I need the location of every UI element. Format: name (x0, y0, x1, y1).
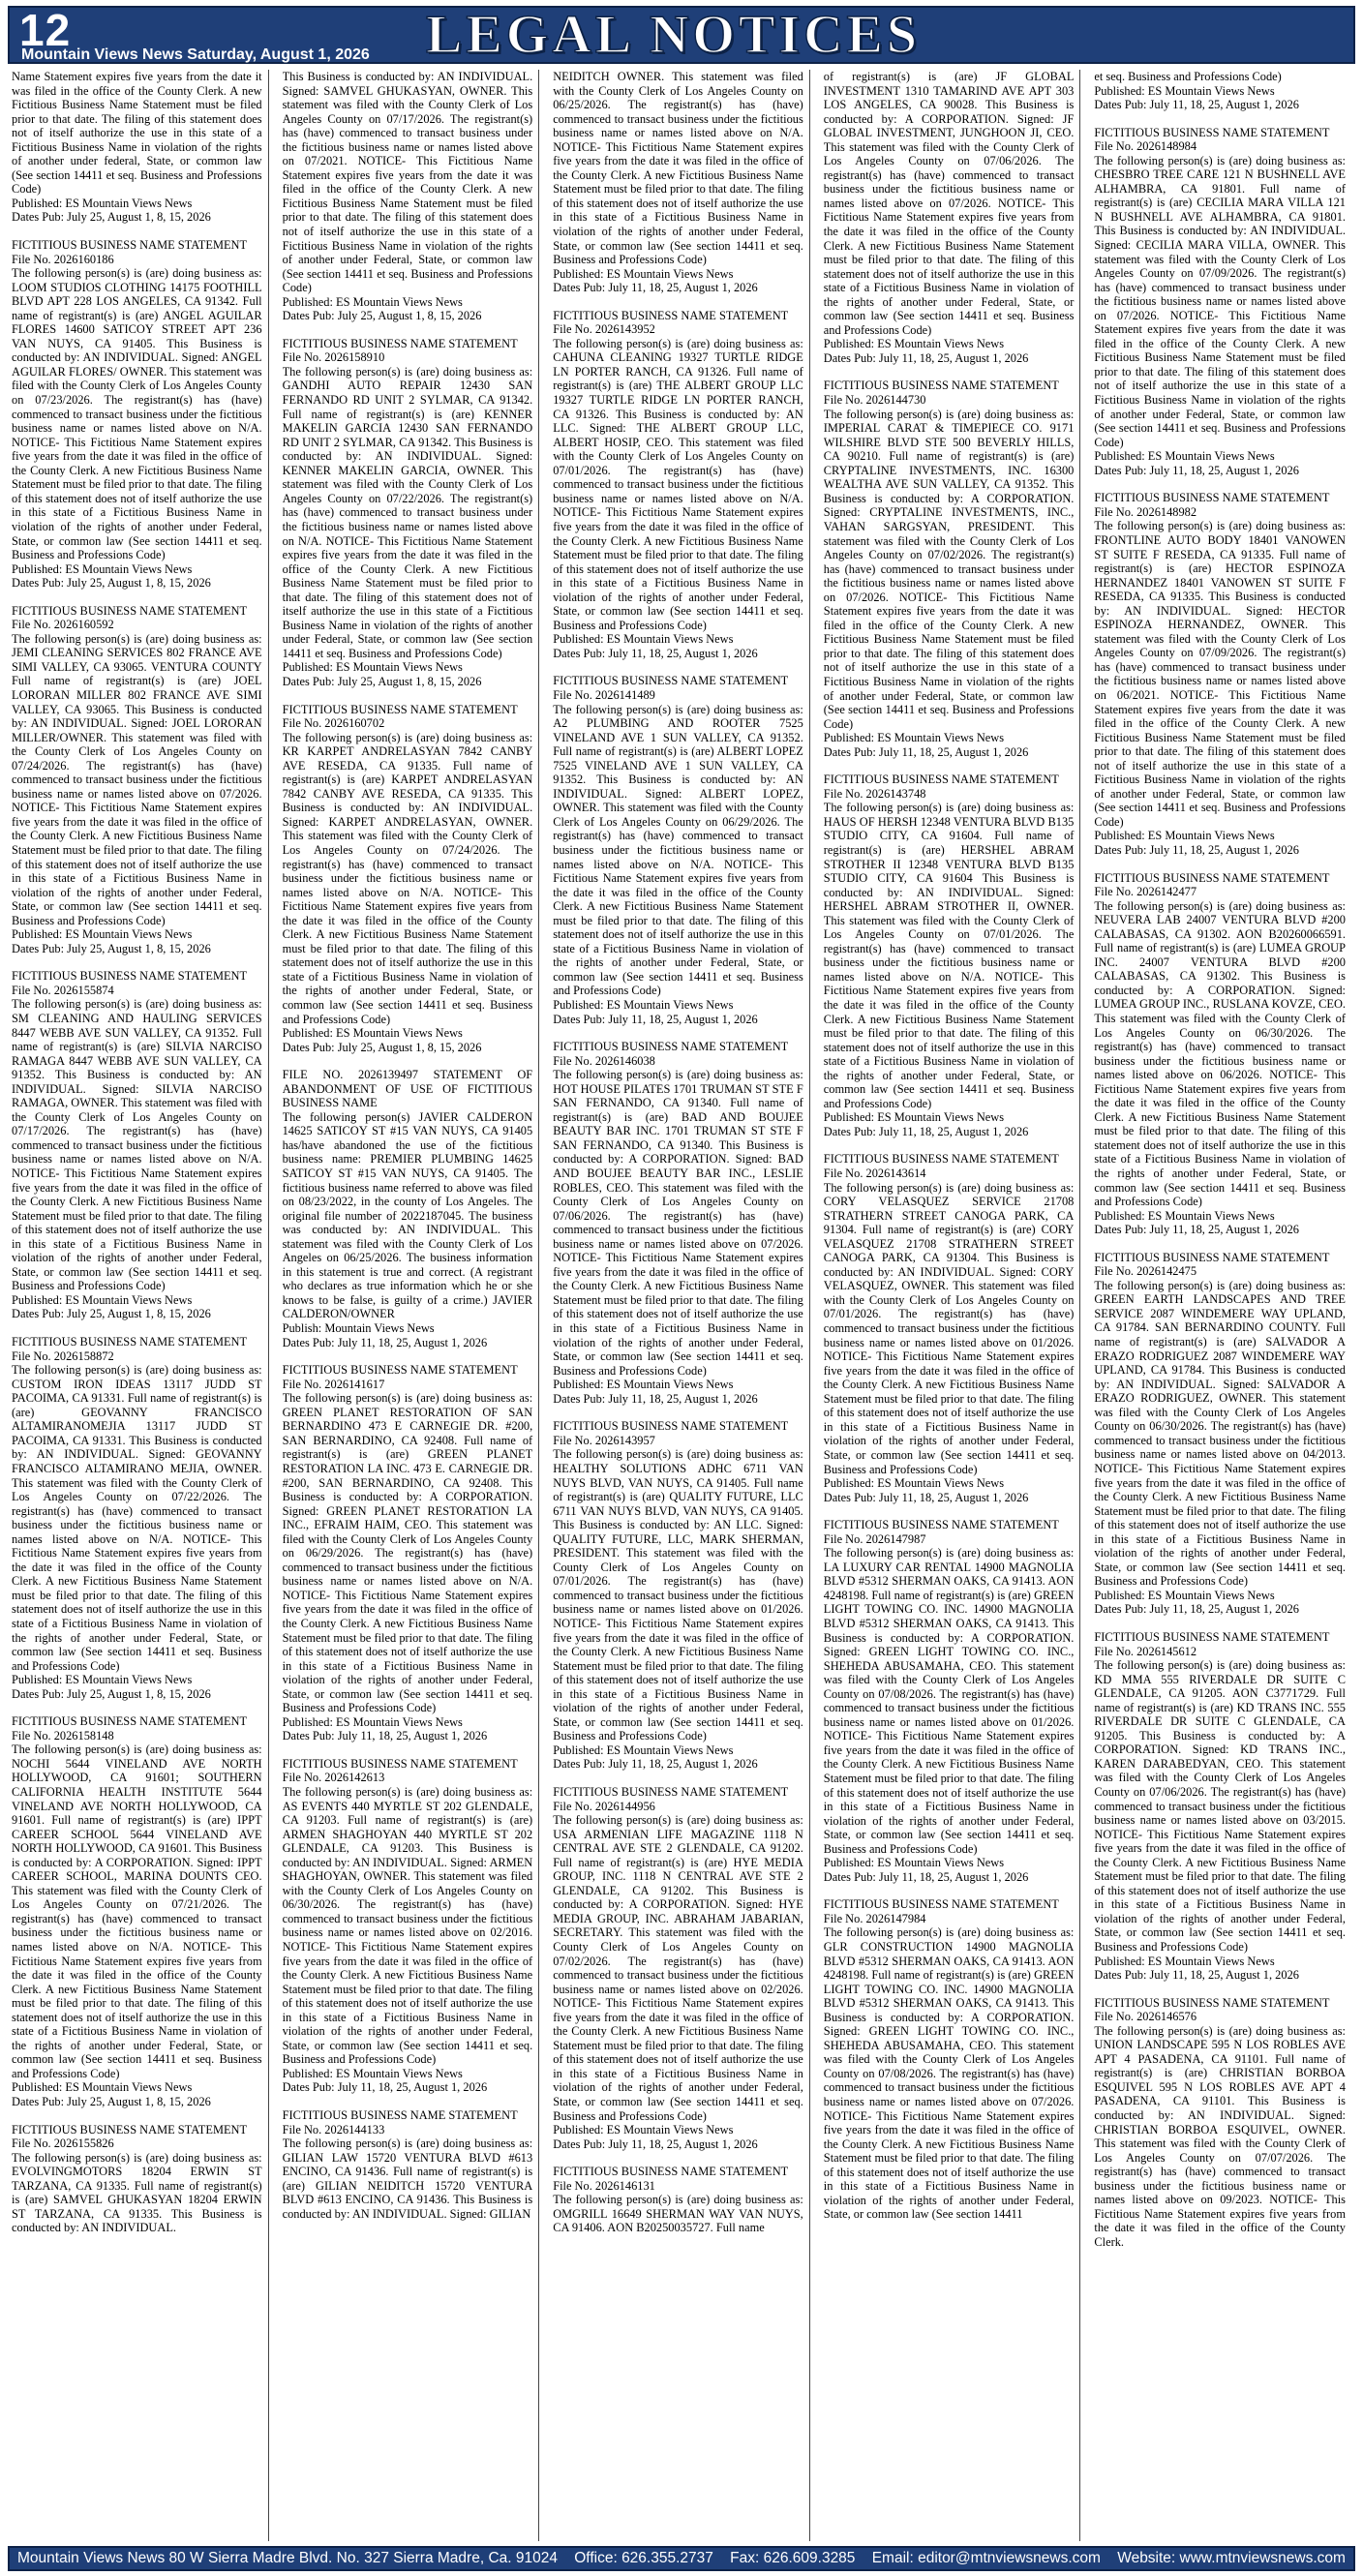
notice-heading: FICTITIOUS BUSINESS NAME STATEMENT (282, 1756, 518, 1771)
legal-notice (1094, 1251, 1346, 1617)
notice-body: The following person(s) is (are) doing business as: HOT HOUSE PILATES 1701 TRUMAN ST STE F SAN FERNANDO, CA 91340. Full name of registrant(s) is (are) BAD AND BOUJEE BEAUTY BAR INC. 1701 TRUMAN ST STE F SAN FERNANDO, CA 91340. This Business is conducted by: A CORPORATION. Signed: BAD AND BOUJEE BEAUTY BAR INC., LESLIE ROBLES, CEO. This statement was filed with the County Clerk of Los Angeles County on 07/06/2026. The registrant(s) has (have) commenced to transact business under the fictitious business name or names listed above on 07/2026. NOTICE- This Fictitious Name Statement expires five years from the date it was filed in the office of the County Clerk. A new Fictitious Business Name Statement must be filed prior to that date. The filing of this statement does not of itself authorize the use in this state of a Fictitious Business Name in violation of the rights of another under Federal, State, or common law (See section 14411 et seq. Business and Professions Code) (553, 1068, 803, 1378)
notice-file-number: File No. 2026142477 (1094, 885, 1197, 899)
legal-notice (824, 773, 1075, 1138)
notice-dates: Dates Pub: July 25, August 1, 8, 15, 2026 (12, 210, 211, 225)
notice-dates: Dates Pub: July 11, 18, 25, August 1, 2026 (282, 2080, 488, 2095)
notice-publication: Publish: Mountain Views News (282, 1321, 435, 1336)
notice-heading: FICTITIOUS BUSINESS NAME STATEMENT (823, 773, 1059, 787)
notice-file-number: File No. 2026143957 (553, 1433, 655, 1447)
notice-dates: Dates Pub: July 25, August 1, 8, 15, 2026 (282, 309, 482, 323)
legal-notice (12, 1335, 262, 1701)
notice-heading: FICTITIOUS BUSINESS NAME STATEMENT (12, 603, 248, 618)
notice-file-number: File No. 2026147984 (823, 1911, 926, 1925)
legal-notice (824, 1152, 1075, 1504)
legal-notice (1094, 1996, 1346, 2250)
notice-file-number: File No. 2026143952 (553, 322, 655, 337)
notice-dates: Dates Pub: July 11, 18, 25, August 1, 2026 (553, 2137, 758, 2151)
legal-notice (824, 70, 1075, 365)
notice-publication: Published: ES Mountain Views News (282, 294, 463, 309)
notice-heading: FICTITIOUS BUSINESS NAME STATEMENT (12, 2122, 248, 2137)
notice-publication: Published: ES Mountain Views News (553, 632, 734, 647)
notice-heading: FICTITIOUS BUSINESS NAME STATEMENT (282, 702, 518, 716)
legal-notice (283, 703, 533, 1055)
legal-notice (553, 2165, 803, 2235)
notice-dates: Dates Pub: July 11, 18, 25, August 1, 2026 (282, 1335, 488, 1349)
legal-notice (283, 1757, 533, 2095)
notice-body: The following person(s) is (are) doing business as: UNION LANDSCAPE 595 N LOS ROBLES AVE APT 4 PASADENA, CA 91101. Full name of registrant(s) is (are) CHRISTIAN BORBOA ESQUIVEL 595 N LOS ROBLES AVE APT 4 PASADENA, CA 91101. This Business is conducted by: AN INDIVIDUAL. Signed: CHRISTIAN BORBOA ESQUIVEL, OWNER. This statement was filed with the County Clerk of Los Angeles County on 07/07/2026. The registrant(s) has (have) commenced to transact business under the fictitious business name or names listed above on 09/2023. NOTICE- This Fictitious Name Statement expires five years from the date it was filed in the office of the County Clerk. (1094, 2023, 1346, 2249)
notice-dates: Dates Pub: July 25, August 1, 8, 15, 2026 (12, 1686, 211, 1701)
notice-body: The following person(s) is (are) doing business as: LA LUXURY CAR RENTAL 14900 MAGNOLIA BLVD #5312 SHERMAN OAKS, CA 91413. AON 4248198. Full name of registrant(s) is (are) GREEN LIGHT TOWING CO. INC. 14900 MAGNOLIA BLVD #5312 SHERMAN OAKS, CA 91413. This Business is conducted by: A CORPORATION. Signed: GREEN LIGHT TOWING CO. INC., SHEHEDA ABUSAMAHA, CEO. This statement was filed with the County Clerk of Los Angeles County on 07/08/2026. The registrant(s) has (have) commenced to transact business under the fictitious business name or names listed above on 01/2026. NOTICE- This Fictitious Name Statement expires five years from the date it was filed in the office of the County Clerk. A new Fictitious Business Name Statement must be filed prior to that date. The filing of this statement does not of itself authorize the use in this state of a Fictitious Business Name in violation of the rights of another under Federal, State, or common law (See section 14411 et seq. Business and Professions Code) (823, 1546, 1075, 1856)
notice-publication: Published: ES Mountain Views News (1094, 1588, 1275, 1602)
legal-notice (283, 70, 533, 323)
notice-dates: Dates Pub: July 25, August 1, 8, 15, 2026 (282, 1040, 482, 1054)
legal-notice (283, 2108, 533, 2221)
notice-dates: Dates Pub: July 11, 18, 25, August 1, 2026 (553, 1391, 758, 1406)
notice-publication: Published: ES Mountain Views News (12, 1292, 193, 1307)
notice-file-number: File No. 2026160702 (282, 716, 385, 731)
legal-notice (1094, 491, 1346, 857)
legal-notice (12, 2123, 262, 2235)
notice-file-number: File No. 2026142475 (1094, 1264, 1197, 1279)
notice-dates: Dates Pub: July 11, 18, 25, August 1, 2026 (553, 646, 758, 660)
notice-body: The following person(s) is (are) doing business as: USA ARMENIAN LIFE MAGAZINE 1118 N CENTRAL AVE STE 2 GLENDALE, CA 91202. Full name of registrant(s) is (are) HYE MEDIA GROUP, INC. 1118 N CENTRAL AVE STE 2 GLENDALE, CA 91202. This Business is conducted by: A CORPORATION. Signed: HYE MEDIA GROUP, INC. ABRAHAM JABARIAN, SECRETARY. This statement was filed with the County Clerk of Los Angeles County on 07/02/2026. The registrant(s) has (have) commenced to transact business under the fictitious business name or names listed above on 02/2026. NOTICE- This Fictitious Name Statement expires five years from the date it was filed in the office of the County Clerk. A new Fictitious Business Name Statement must be filed prior to that date. The filing of this statement does not of itself authorize the use in this state of a Fictitious Business Name in violation of the rights of another under Federal, State, or common law (See section 14411 et seq. Business and Professions Code) (553, 1813, 803, 2123)
notice-body: The following person(s) is (are) doing business as: JEMI CLEANING SERVICES 802 FRANCE AVE SIMI VALLEY, CA 93065. VENTURA COUNTY Full name of registrant(s) is (are) JOEL LORORAN MILLER 802 FRANCE AVE SIMI VALLEY, CA 93065. This Business is conducted by: AN INDIVIDUAL. Signed: JOEL LORORAN MILLER/OWNER. This statement was filed with the County Clerk of Los Angeles County on 07/24/2026. The registrant(s) has (have) commenced to transact business under the fictitious business name or names listed above on 07/2026. NOTICE- This Fictitious Name Statement expires five years from the date it was filed in the office of the County Clerk. A new Fictitious Business Name Statement must be filed prior to that date. The filing of this statement does not of itself authorize the use in this state of a Fictitious Business Name in violation of the rights of another under Federal, State, or common law (See section 14411 et seq. Business and Professions Code) (12, 631, 262, 927)
legal-notice (1094, 126, 1346, 478)
notice-file-number: File No. 2026141617 (282, 1377, 385, 1391)
notice-publication: Published: ES Mountain Views News (282, 1714, 463, 1729)
notice-body: The following person(s) is (are) doing business as: GANDHI AUTO REPAIR 12430 SAN FERNANDO RD UNIT 2 SYLMAR, CA 91342. Full name of registrant(s) is (are) KENNER MAKELIN GARCIA 12430 SAN FERNANDO RD UNIT 2 SYLMAR, CA 91342. This Business is conducted by: AN INDIVIDUAL. Signed: KENNER MAKELIN GARCIA, OWNER. This statement was filed with the County Clerk of Los Angeles County on 07/22/2026. The registrant(s) has (have) commenced to transact business under the fictitious business name or names listed above on N/A. NOTICE- This Fictitious Name Statement expires five years from the date it was filed in the office of the County Clerk. A new Fictitious Business Name Statement must be filed prior to that date. The filing of this statement does not of itself authorize the use in this state of a Fictitious Business Name in violation of the rights of another under Federal, State, or common law (See section 14411 et seq. Business and Professions Code) (282, 364, 533, 660)
notice-dates: Dates Pub: July 25, August 1, 8, 15, 2026 (12, 576, 211, 591)
footer-office-phone: Office: 626.355.2737 (574, 2550, 713, 2566)
notice-columns (12, 70, 1351, 2541)
masthead (8, 6, 1355, 64)
page-number: 12 (19, 5, 72, 55)
notice-publication: Published: ES Mountain Views News (282, 2066, 463, 2080)
notice-dates: Dates Pub: July 11, 18, 25, August 1, 2026 (823, 350, 1029, 365)
legal-notice (553, 674, 803, 1026)
notice-dates: Dates Pub: July 11, 18, 25, August 1, 2026 (1094, 463, 1299, 477)
footer-email: Email: editor@mtnviewsnews.com (871, 2550, 1101, 2566)
notice-heading: FICTITIOUS BUSINESS NAME STATEMENT (553, 1040, 789, 1054)
notice-body: of registrant(s) is (are) JF GLOBAL INVESTMENT 1310 TAMARIND AVE APT 303 LOS ANGELES, CA 90028. This Business is conducted by: A CORPORATION. Signed: JF GLOBAL INVESTMENT, JUNGHOON JI, CEO. This statement was filed with the County Clerk of Los Angeles County on 07/06/2026. The registrant(s) has (have) commenced to transact business under the fictitious business name or names listed above on 07/2026. NOTICE- This Fictitious Name Statement expires five years from the date it was filed in the office of the County Clerk. A new Fictitious Business Name Statement must be filed prior to that date. The filing of this statement does not of itself authorize the use in this state of a Fictitious Business Name in violation of the rights of another under Federal, State, or common law (See section 14411 et seq. Business and Professions Code) (823, 70, 1075, 337)
footer-fax: Fax: 626.609.3285 (730, 2550, 856, 2566)
notice-body: The following person(s) is (are) doing business as: AS EVENTS 440 MYRTLE ST 202 GLENDALE, CA 91203. Full name of registrant(s) is (are) ARMEN SHAGHOYAN 440 MYRTLE ST 202 GLENDALE, CA 91203. This Business is conducted by: AN INDIVIDUAL. Signed: ARMEN SHAGHOYAN, OWNER. This statement was filed with the County Clerk of Los Angeles County on 06/30/2026. The registrant(s) has (have) commenced to transact business under the fictitious business name or names listed above on 02/2016. NOTICE- This Fictitious Name Statement expires five years from the date it was filed in the office of the County Clerk. A new Fictitious Business Name Statement must be filed prior to that date. The filing of this statement does not of itself authorize the use in this state of a Fictitious Business Name in violation of the rights of another under Federal, State, or common law (See section 14411 et seq. Business and Professions Code) (282, 1784, 533, 2067)
notice-file-number: File No. 2026158148 (12, 1728, 114, 1743)
notice-file-number: File No. 2026141489 (553, 687, 655, 702)
notice-column (824, 70, 1081, 2541)
notice-dates: Dates Pub: July 11, 18, 25, August 1, 2026 (282, 1729, 488, 1743)
legal-notice (1094, 1630, 1346, 1983)
notice-body: The following person(s) is (are) doing business as: A2 PLUMBING AND ROOTER 7525 VINELAND AVE 1 SUN VALLEY, CA 91352. Full name of registrant(s) is (are) ALBERT LOPEZ 7525 VINELAND AVE 1 SUN VALLEY, CA 91352. This Business is conducted by: AN INDIVIDUAL. Signed: ALBERT LOPEZ, OWNER. This statement was filed with the County Clerk of Los Angeles County on 06/29/2026. The registrant(s) has (have) commenced to transact business under the fictitious business name or names listed above on N/A. NOTICE- This Fictitious Name Statement expires five years from the date it was filed in the office of the County Clerk. A new Fictitious Business Name Statement must be filed prior to that date. The filing of this statement does not of itself authorize the use in this state of a Fictitious Business Name in violation of the rights of another under Federal, State, or common law (See section 14411 et seq. Business and Professions Code) (553, 702, 803, 998)
notice-heading: FICTITIOUS BUSINESS NAME STATEMENT (1094, 1629, 1330, 1644)
notice-file-number: File No. 2026147987 (823, 1531, 926, 1546)
notice-heading: FICTITIOUS BUSINESS NAME STATEMENT (12, 1714, 248, 1729)
notice-file-number: File No. 2026160186 (12, 252, 114, 266)
legal-notice (283, 1363, 533, 1743)
notice-heading: FICTITIOUS BUSINESS NAME STATEMENT (823, 1152, 1059, 1167)
notice-publication: Published: ES Mountain Views News (553, 998, 734, 1012)
notice-body: The following person(s) is (are) doing business as: NOCHI 5644 VINELAND AVE NORTH HOLLYWOOD, CA 91601; SOUTHERN CALIFORNIA HEALTH INSTITUTE 5644 VINELAND AVE NORTH HOLLYWOOD, CA 91601. Full name of registrant(s) is (are) IPPT CAREER SCHOOL 5644 VINELAND AVE NORTH HOLLYWOOD, CA 91601. This Business is conducted by: A CORPORATION. Signed: IPPT CAREER SCHOOL, MARINA DOUNTS CEO. This statement was filed with the County Clerk of Los Angeles County on 07/21/2026. The registrant(s) has (have) commenced to transact business under the fictitious business name or names listed above on N/A. NOTICE- This Fictitious Name Statement expires five years from the date it was filed in the office of the County Clerk. A new Fictitious Business Name Statement must be filed prior to that date. The filing of this statement does not of itself authorize the use in this state of a Fictitious Business Name in violation of the rights of another under Federal, State, or common law (See section 14411 et seq. Business and Professions Code) (12, 1743, 262, 2080)
notice-file-number: File No. 2026144730 (823, 393, 926, 408)
notice-heading: FICTITIOUS BUSINESS NAME STATEMENT (1094, 125, 1330, 139)
notice-dates: Dates Pub: July 11, 18, 25, August 1, 2026 (1094, 98, 1299, 112)
legal-notice (553, 1040, 803, 1406)
notice-file-number: File No. 2026146131 (553, 2178, 655, 2193)
notice-publication: Published: ES Mountain Views News (823, 1856, 1005, 1870)
notice-publication: Published: ES Mountain Views News (282, 1026, 463, 1041)
notice-dates: Dates Pub: July 25, August 1, 8, 15, 2026 (12, 2095, 211, 2109)
notice-heading: FICTITIOUS BUSINESS NAME STATEMENT (553, 308, 789, 322)
legal-notice (12, 604, 262, 956)
notice-publication: Published: ES Mountain Views News (282, 660, 463, 675)
notice-file-number: File No. 2026158910 (282, 350, 385, 365)
notice-body: The following person(s) is (are) doing business as: CHESBRO TREE CARE 121 N BUSHNELL AVE ALHAMBRA, CA 91801. Full name of registrant(s) is (are) CECILIA MARA VILLA 121 N BUSHNELL AVE ALHAMBRA, CA 91801. This Business is conducted by: AN INDIVIDUAL. Signed: CECILIA MARA VILLA, OWNER. This statement was filed with the County Clerk of Los Angeles County on 07/09/2026. The registrant(s) has (have) commenced to transact business under the fictitious business name or names listed above on 07/2026. NOTICE- This Fictitious Name Statement expires five years from the date it was filed in the office of the County Clerk. A new Fictitious Business Name Statement must be filed prior to that date. The filing of this statement does not of itself authorize the use in this state of a Fictitious Business Name in violation of the rights of another under Federal, State, or common law (See section 14411 et seq. Business and Professions Code) (1094, 153, 1346, 449)
notice-body: The following person(s) is (are) doing business as: LOOM STUDIOS CLOTHING 14175 FOOTHILL BLVD APT 228 LOS ANGELES, CA 91342. Full name of registrant(s) is (are) ANGEL AGUILAR FLORES 14600 SATICOY STREET APT 236 VAN NUYS, CA 91405. This Business is conducted by: AN INDIVIDUAL. Signed: ANGEL AGUILAR FLORES/ OWNER. This statement was filed with the County Clerk of Los Angeles County on 07/23/2026. The registrant(s) has (have) commenced to transact business under the fictitious business name or names listed above on N/A. NOTICE- This Fictitious Name Statement expires five years from the date it was filed in the office of the County Clerk. A new Fictitious Business Name Statement must be filed prior to that date. The filing of this statement does not of itself authorize the use in this state of a Fictitious Business Name in violation of the rights of another under Federal, State, or common law (See section 14411 et seq. Business and Professions Code) (12, 266, 262, 562)
notice-publication: Published: ES Mountain Views News (1094, 1208, 1275, 1223)
notice-publication: Published: ES Mountain Views News (12, 196, 193, 210)
notice-file-number: File No. 2026148984 (1094, 139, 1197, 154)
notice-dates: Dates Pub: July 11, 18, 25, August 1, 2026 (823, 1490, 1029, 1504)
notice-column (553, 70, 810, 2541)
legal-notice (553, 309, 803, 661)
legal-notice (283, 337, 533, 689)
notice-body: The following person(s) is (are) doing business as: NEUVERA LAB 24007 VENTURA BLVD #200 CALABASAS, CA 91302. AON B20260066591. Full name of registrant(s) is (are) LUMEA GROUP INC. 24007 VENTURA BLVD #200 CALABASAS, CA 91302. This Business is conducted by: A CORPORATION. Signed: LUMEA GROUP INC., RUSLANA KOVZE, CEO. This statement was filed with the County Clerk of Los Angeles County on 06/30/2026. The registrant(s) has (have) commenced to transact business under the fictitious business name or names listed above on 06/2026. NOTICE- This Fictitious Name Statement expires five years from the date it was filed in the office of the County Clerk. A new Fictitious Business Name Statement must be filed prior to that date. The filing of this statement does not of itself authorize the use in this state of a Fictitious Business Name in violation of the rights of another under Federal, State, or common law (See section 14411 et seq. Business and Professions Code) (1094, 898, 1346, 1209)
paper-date-line: Mountain Views News Saturday, August 1, 2026 (21, 46, 370, 63)
notice-heading: FICTITIOUS BUSINESS NAME STATEMENT (823, 1518, 1059, 1532)
notice-body: The following person(s) is (are) doing business as: HAUS OF HERSH 12348 VENTURA BLVD B135 STUDIO CITY, CA 91604. Full name of registrant(s) is (are) HERSHEL ABRAM STROTHER II 12348 VENTURA BLVD B135 STUDIO CITY, CA 91604 This Business is conducted by: AN INDIVIDUAL. Signed: HERSHEL ABRAM STROTHER II, OWNER. This statement was filed with the County Clerk of Los Angeles County on 07/01/2026. The registrant(s) has (have) commenced to transact business under the fictitious business name or names listed above on N/A. NOTICE- This Fictitious Name Statement expires five years from the date it was filed in the office of the County Clerk. A new Fictitious Business Name Statement must be filed prior to that date. The filing of this statement does not of itself authorize the use in this state of a Fictitious Business Name in violation of the rights of another under Federal, State, or common law (See section 14411 et seq. Business and Professions Code) (823, 801, 1075, 1110)
notice-column (12, 70, 269, 2541)
notice-publication: Published: ES Mountain Views News (553, 2123, 734, 2137)
notice-publication: Published: ES Mountain Views News (823, 337, 1005, 351)
legal-notice (1094, 70, 1346, 112)
legal-notice (12, 969, 262, 1321)
notice-file-number: File No. 2026143748 (823, 786, 926, 801)
notice-publication: Published: ES Mountain Views News (553, 1743, 734, 1757)
notice-dates: Dates Pub: July 11, 18, 25, August 1, 2026 (553, 1012, 758, 1026)
notice-publication: Published: ES Mountain Views News (12, 1673, 193, 1687)
legal-notice (12, 1714, 262, 2108)
notice-dates: Dates Pub: July 25, August 1, 8, 15, 2026 (12, 941, 211, 955)
section-banner: LEGAL NOTICES (426, 5, 922, 65)
notice-heading: FICTITIOUS BUSINESS NAME STATEMENT (12, 969, 248, 984)
notice-file-number: File No. 2026145612 (1094, 1644, 1197, 1658)
notice-dates: Dates Pub: July 11, 18, 25, August 1, 2026 (1094, 842, 1299, 857)
notice-heading: FICTITIOUS BUSINESS NAME STATEMENT (823, 379, 1059, 393)
notice-publication: Published: ES Mountain Views News (823, 1476, 1005, 1491)
footer-address: Mountain Views News 80 W Sierra Madre Blvd. No. 327 Sierra Madre, Ca. 91024 (17, 2550, 558, 2566)
notice-file-number: File No. 2026144133 (282, 2122, 385, 2137)
notice-file-number: File No. 2026146576 (1094, 2010, 1197, 2024)
notice-file-number: File No. 2026148982 (1094, 504, 1197, 519)
notice-heading: FICTITIOUS BUSINESS NAME STATEMENT (12, 1335, 248, 1349)
notice-dates: Dates Pub: July 11, 18, 25, August 1, 2026 (823, 744, 1029, 759)
footer-bar (8, 2546, 1355, 2571)
notice-heading: FICTITIOUS BUSINESS NAME STATEMENT (553, 2165, 789, 2179)
notice-body: The following person(s) is (are) doing business as: KD MMA 555 RIVERDALE DR SUITE C GLENDALE, CA 91205. AON C3771729. Full name of registrant(s) is (are) KD TRANS INC. 555 RIVERDALE DR SUITE C GLENDALE, CA 91205. This Business is conducted by: A CORPORATION. Signed: KD TRANS INC., KAREN DARABEDYAN, CEO. This statement was filed with the County Clerk of Los Angeles County on 07/06/2026. The registrant(s) has (have) commenced to transact business under the fictitious business name or names listed above on 03/2015. NOTICE- This Fictitious Name Statement expires five years from the date it was filed in the office of the County Clerk. A new Fictitious Business Name Statement must be filed prior to that date. The filing of this statement does not of itself authorize the use in this state of a Fictitious Business Name in violation of the rights of another under Federal, State, or common law (See section 14411 et seq. Business and Professions Code) (1094, 1658, 1346, 1954)
notice-dates: Dates Pub: July 11, 18, 25, August 1, 2026 (553, 281, 758, 295)
notice-dates: Dates Pub: July 11, 18, 25, August 1, 2026 (1094, 1223, 1299, 1237)
notice-body: The following person(s) is (are) doing business as: EVOLVINGMOTORS 18204 ERWIN ST TARZANA, CA 91335. Full name of registrant(s) is (are) SAMVEL GHUKASYAN 18204 ERWIN ST TARZANA, CA 91335. This Business is conducted by: AN INDIVIDUAL. (12, 2150, 262, 2235)
legal-notice (12, 238, 262, 591)
notice-heading: FICTITIOUS BUSINESS NAME STATEMENT (1094, 1995, 1330, 2010)
legal-notice (1094, 871, 1346, 1237)
legal-notice (824, 379, 1075, 759)
notice-file-number: File No. 2026158872 (12, 1349, 114, 1363)
legal-notice (824, 1518, 1075, 1884)
legal-notice (12, 70, 262, 225)
notice-file-number: File No. 2026155874 (12, 983, 114, 997)
notice-body: The following person(s) is (are) doing business as: KR KARPET ANDRELASYAN 7842 CANBY AVE RESEDA, CA 91335. Full name of registrant(s) is (are) KARPET ANDRELASYAN 7842 CANBY AVE RESEDA, CA 91335. This Business is conducted by: AN INDIVIDUAL. Signed: KARPET ANDRELASYAN, OWNER. This statement was filed with the County Clerk of Los Angeles County on 07/24/2026. The registrant(s) has (have) commenced to transact business under the fictitious business name or names listed above on N/A. NOTICE- This Fictitious Name Statement expires five years from the date it was filed in the office of the County Clerk. A new Fictitious Business Name Statement must be filed prior to that date. The filing of this statement does not of itself authorize the use in this state of a Fictitious Business Name in violation of the rights of another under Federal, State, or common law (See section 14411 et seq. Business and Professions Code) (282, 730, 533, 1026)
notice-publication: Published: ES Mountain Views News (1094, 83, 1275, 98)
notice-publication: Published: ES Mountain Views News (12, 561, 193, 576)
notice-heading: FICTITIOUS BUSINESS NAME STATEMENT (823, 1897, 1059, 1912)
notice-file-number: File No. 2026160592 (12, 618, 114, 632)
notice-body: The following person(s) is (are) doing business as: SM CLEANING AND HAULING SERVICES 8447 WEBB AVE SUN VALLEY, CA 91352. Full name of registrant(s) is (are) SILVIA NARCISO RAMAGA 8447 WEBB AVE SUN VALLEY, CA 91352. This Business is conducted by: AN INDIVIDUAL. Signed: SILVIA NARCISO RAMAGA, OWNER. This statement was filed with the County Clerk of Los Angeles County on 07/17/2026. The registrant(s) has (have) commenced to transact business under the fictitious business name or names listed above on N/A. NOTICE- This Fictitious Name Statement expires five years from the date it was filed in the office of the County Clerk. A new Fictitious Business Name Statement must be filed prior to that date. The filing of this statement does not of itself authorize the use in this state of a Fictitious Business Name in violation of the rights of another under Federal, State, or common law (See section 14411 et seq. Business and Professions Code) (12, 997, 262, 1293)
notice-file-number: File No. 2026144956 (553, 1799, 655, 1813)
notice-publication: Published: ES Mountain Views News (553, 1378, 734, 1392)
notice-publication: Published: ES Mountain Views News (1094, 829, 1275, 843)
notice-publication: Published: ES Mountain Views News (823, 1110, 1005, 1125)
notice-heading: FICTITIOUS BUSINESS NAME STATEMENT (12, 238, 248, 253)
notice-heading: FILE NO. 2026139497 STATEMENT OF ABANDONMENT OF USE OF FICTITIOUS BUSINESS NAME (282, 1068, 533, 1110)
notice-file-number: File No. 2026146038 (553, 1053, 655, 1068)
notice-body: The following person(s) is (are) doing business as: CORY VELASQUEZ SERVICE 21708 STRATHERN STREET CANOGA PARK, CA 91304. Full name of registrant(s) is (are) CORY VELASQUEZ 21708 STRATHERN STREET CANOGA PARK, CA 91304. This Business is conducted by: AN INDIVIDUAL. Signed: CORY VELASQUEZ, OWNER. This statement was filed with the County Clerk of Los Angeles County on 07/01/2026. The registrant(s) has (have) commenced to transact business under the fictitious business name or names listed above on 01/2026. NOTICE- This Fictitious Name Statement expires five years from the date it was filed in the office of the County Clerk. A new Fictitious Business Name Statement must be filed prior to that date. The filing of this statement does not of itself authorize the use in this state of a Fictitious Business Name in violation of the rights of another under Federal, State, or common law (See section 14411 et seq. Business and Professions Code) (823, 1180, 1075, 1476)
legal-notice (553, 1419, 803, 1772)
notice-body: NEIDITCH OWNER. This statement was filed with the County Clerk of Los Angeles County on 06/25/2026. The registrant(s) has (have) commenced to transact business under the fictitious business name or names listed above on N/A. NOTICE- This Fictitious Name Statement expires five years from the date it was filed in the office of the County Clerk. A new Fictitious Business Name Statement must be filed prior to that date. The filing of this statement does not of itself authorize the use in this state of a Fictitious Business Name in violation of the rights of another under Federal, State, or common law (See section 14411 et seq. Business and Professions Code) (553, 70, 803, 267)
legal-notice (553, 70, 803, 295)
notice-heading: FICTITIOUS BUSINESS NAME STATEMENT (553, 674, 789, 688)
notice-column (283, 70, 540, 2541)
notice-heading: FICTITIOUS BUSINESS NAME STATEMENT (553, 1784, 789, 1799)
notice-dates: Dates Pub: July 25, August 1, 8, 15, 2026 (12, 1307, 211, 1321)
notice-dates: Dates Pub: July 11, 18, 25, August 1, 2026 (823, 1124, 1029, 1138)
notice-body: This Business is conducted by: AN INDIVIDUAL. Signed: SAMVEL GHUKASYAN, OWNER. This statement was filed with the County Clerk of Los Angeles County on 07/17/2026. The registrant(s) has (have) commenced to transact business under the fictitious business name or names listed above on 07/2021. NOTICE- This Fictitious Name Statement expires five years from the date it was filed in the office of the County Clerk. A new Fictitious Business Name Statement must be filed prior to that date. The filing of this statement does not of itself authorize the use in this state of a Fictitious Business Name in violation of the rights of another under Federal, State, or common law (See section 14411 et seq. Business and Professions Code) (282, 70, 533, 295)
notice-body: Name Statement expires five years from the date it was filed in the office of the County Clerk. A new Fictitious Business Name Statement must be filed prior to that date. The filing of this statement does not of itself authorize the use in this state of a Fictitious Business Name in violation of the rights of another under federal, State, or common law (See section 14411 et seq. Business and Professions Code) (12, 70, 262, 197)
notice-publication: Published: ES Mountain Views News (12, 927, 193, 942)
notice-heading: FICTITIOUS BUSINESS NAME STATEMENT (553, 1419, 789, 1434)
notice-file-number: File No. 2026142613 (282, 1771, 385, 1785)
legal-notice (283, 1068, 533, 1349)
notice-body: The following person(s) is (are) doing business as: CAHUNA CLEANING 19327 TURTLE RIDGE LN PORTER RANCH, CA 91326. Full name of registrant(s) is (are) THE ALBERT GROUP LLC 19327 TURTLE RIDGE LN PORTER RANCH, CA 91326. This Business is conducted by: AN LLC. Signed: THE ALBERT GROUP LLC, ALBERT HOSIP, CEO. This statement was filed with the County Clerk of Los Angeles County on 07/01/2026. The registrant(s) has (have) commenced to transact business under the fictitious business name or names listed above on N/A. NOTICE- This Fictitious Name Statement expires five years from the date it was filed in the office of the County Clerk. A new Fictitious Business Name Statement must be filed prior to that date. The filing of this statement does not of itself authorize the use in this state of a Fictitious Business Name in violation of the rights of another under Federal, State, or common law (See section 14411 et seq. Business and Professions Code) (553, 336, 803, 632)
notice-heading: FICTITIOUS BUSINESS NAME STATEMENT (282, 2108, 518, 2123)
notice-dates: Dates Pub: July 11, 18, 25, August 1, 2026 (553, 1757, 758, 1772)
notice-heading: FICTITIOUS BUSINESS NAME STATEMENT (1094, 870, 1330, 885)
notice-dates: Dates Pub: July 25, August 1, 8, 15, 2026 (282, 674, 482, 688)
notice-body: et seq. Business and Professions Code) (1094, 70, 1282, 83)
notice-body: The following person(s) is (are) doing business as: HEALTHY SOLUTIONS ADHC 6711 VAN NUYS BLVD, VAN NUYS, CA 91405. Full name of registrant(s) is (are) QUALITY FUTURE, LLC 6711 VAN NUYS BLVD, VAN NUYS, CA 91405. This Business is conducted by: AN LLC. Signed: QUALITY FUTURE, LLC, MARK SHERMAN, PRESIDENT. This statement was filed with the County Clerk of Los Angeles County on 07/01/2026. The registrant(s) has (have) commenced to transact business under the fictitious business name or names listed above on 01/2026. NOTICE- This Fictitious Name Statement expires five years from the date it was filed in the office of the County Clerk. A new Fictitious Business Name Statement must be filed prior to that date. The filing of this statement does not of itself authorize the use in this state of a Fictitious Business Name in violation of the rights of another under Federal, State, or common law (See section 14411 et seq. Business and Professions Code) (553, 1447, 803, 1743)
notice-publication: Published: ES Mountain Views News (1094, 1954, 1275, 1968)
notice-dates: Dates Pub: July 11, 18, 25, August 1, 2026 (1094, 1602, 1299, 1617)
notice-body: The following person(s) is (are) doing business as: OMGRILL 16649 SHERMAN WAY VAN NUYS, CA 91406. AON B20250035727. Full name (553, 2193, 803, 2235)
legal-notice (553, 1785, 803, 2151)
notice-body: The following person(s) is (are) doing business as: IMPERIAL CARAT & TIMEPIECE CO. 9171 WILSHIRE BLVD STE 500 BEVERLY HILLS, CA 90210. Full name of registrant(s) is (are) CRYPTALINE INVESTMENTS, INC. 16300 WEALTHA AVE SUN VALLEY, CA 91352. This Business is conducted by: A CORPORATION. Signed: CRYPTALINE INVESTMENTS, INC., VAHAN SARGSYAN, PRESIDENT. This statement was filed with the County Clerk of Los Angeles County on 07/02/2026. The registrant(s) has (have) commenced to transact business under the fictitious business name or names listed above on 07/2026. NOTICE- This Fictitious Name Statement expires five years from the date it was filed in the office of the County Clerk. A new Fictitious Business Name Statement must be filed prior to that date. The filing of this statement does not of itself authorize the use in this state of a Fictitious Business Name in violation of the rights of another under Federal, State, or common law (See section 14411 et seq. Business and Professions Code) (823, 407, 1075, 731)
notice-column (1094, 70, 1351, 2541)
notice-publication: Published: ES Mountain Views News (12, 2080, 193, 2095)
notice-publication: Published: ES Mountain Views News (553, 266, 734, 281)
notice-body: The following person(s) is (are) doing business as: GREEN EARTH LANDSCAPES AND TREE SERVICE 2087 WINDEMERE WAY UPLAND, CA 91784. SAN BERNARDINO COUNTY. Full name of registrant(s) is (are) SALVADOR A ERAZO RODRIGUEZ 2087 WINDEMERE WAY UPLAND, CA 91784. This Business is conducted by: AN INDIVIDUAL. Signed: SALVADOR A ERAZO RODRIGUEZ, OWNER. This statement was filed with the County Clerk of Los Angeles County on 06/30/2026. The registrant(s) has (have) commenced to transact business under the fictitious business name or names listed above on 04/2013. NOTICE- This Fictitious Name Statement expires five years from the date it was filed in the office of the County Clerk. A new Fictitious Business Name Statement must be filed prior to that date. The filing of this statement does not of itself authorize the use in this state of a Fictitious Business Name in violation of the rights of another under Federal, State, or common law (See section 14411 et seq. Business and Professions Code) (1094, 1278, 1346, 1589)
notice-publication: Published: ES Mountain Views News (1094, 449, 1275, 464)
notice-body: The following person(s) is (are) doing business as: CUSTOM IRON IDEAS 13117 JUDD ST PACOIMA, CA 91331. Full name of registrant(s) is (are) GEOVANNY FRANCISCO ALTAMIRANOMEJIA 13117 JUDD ST PACOIMA, CA 91331. This Business is conducted by: AN INDIVIDUAL. Signed: GEOVANNY FRANCISCO ALTAMIRANO MEJIA, OWNER. This statement was filed with the County Clerk of Los Angeles County on 07/22/2026. The registrant(s) has (have) commenced to transact business under the fictitious business name or names listed above on N/A. NOTICE- This Fictitious Name Statement expires five years from the date it was filed in the office of the County Clerk. A new Fictitious Business Name Statement must be filed prior to that date. The filing of this statement does not of itself authorize the use in this state of a Fictitious Business Name in violation of the rights of another under Federal, State, or common law (See section 14411 et seq. Business and Professions Code) (12, 1363, 262, 1673)
notice-dates: Dates Pub: July 11, 18, 25, August 1, 2026 (823, 1869, 1029, 1884)
notice-publication: Published: ES Mountain Views News (823, 731, 1005, 745)
notice-heading: FICTITIOUS BUSINESS NAME STATEMENT (282, 336, 518, 350)
notice-body: The following person(s) is (are) doing business as: GLR CONSTRUCTION 14900 MAGNOLIA BLVD #5312 SHERMAN OAKS, CA 91413. AON 4248198. Full name of registrant(s) is (are) GREEN LIGHT TOWING CO. INC. 14900 MAGNOLIA BLVD #5312 SHERMAN OAKS, CA 91413. This Business is conducted by: A CORPORATION. Signed: GREEN LIGHT TOWING CO. INC., SHEHEDA ABUSAMAHA, CEO. This statement was filed with the County Clerk of Los Angeles County on 07/08/2026. The registrant(s) has (have) commenced to transact business under the fictitious business name or names listed above on 07/2026. NOTICE- This Fictitious Name Statement expires five years from the date it was filed in the office of the County Clerk. A new Fictitious Business Name Statement must be filed prior to that date. The filing of this statement does not of itself authorize the use in this state of a Fictitious Business Name in violation of the rights of another under Federal, State, or common law (See section 14411 (823, 1925, 1075, 2222)
legal-notice (824, 1897, 1075, 2222)
notice-heading: FICTITIOUS BUSINESS NAME STATEMENT (282, 1363, 518, 1378)
notice-body: The following person(s) is (are) doing business as: FRONTLINE AUTO BODY 18401 VANOWEN ST SUITE F RESEDA, CA 91335. Full name of registrant(s) is (are) HECTOR ESPINOZA HERNANDEZ 18401 VANOWEN ST SUITE F RESEDA, CA 91335. This Business is conducted by: AN INDIVIDUAL. Signed: HECTOR ESPINOZA HERNANDEZ, OWNER. This statement was filed with the County Clerk of Los Angeles County on 07/09/2026. The registrant(s) has (have) commenced to transact business under the fictitious business name or names listed above on 06/2021. NOTICE- This Fictitious Name Statement expires five years from the date it was filed in the office of the County Clerk. A new Fictitious Business Name Statement must be filed prior to that date. The filing of this statement does not of itself authorize the use in this state of a Fictitious Business Name in violation of the rights of another under Federal, State, or common law (See section 14411 et seq. Business and Professions Code) (1094, 519, 1346, 829)
notice-heading: FICTITIOUS BUSINESS NAME STATEMENT (1094, 1250, 1330, 1264)
notice-file-number: File No. 2026143614 (823, 1167, 926, 1181)
footer-website: Website: www.mtnviewsnews.com (1117, 2550, 1346, 2566)
notice-heading: FICTITIOUS BUSINESS NAME STATEMENT (1094, 491, 1330, 505)
notice-dates: Dates Pub: July 11, 18, 25, August 1, 2026 (1094, 1968, 1299, 1983)
notice-file-number: File No. 2026155826 (12, 2137, 114, 2151)
notice-body: The following person(s) is (are) doing business as: GREEN PLANET RESTORATION OF SAN BERNARDINO 473 E CARNEGIE DR. #200, SAN BERNARDINO, CA 92408. Full name of registrant(s) is (are) GREEN PLANET RESTORATION LA INC. 473 E. CARNEGIE DR. #200, SAN BERNARDINO, CA 92408. This Business is conducted by: A CORPORATION. Signed: GREEN PLANET RESTORATION LA INC., EFRAIM HAIM, CEO. This statement was filed with the County Clerk of Los Angeles County on 06/29/2026. The registrant(s) has (have) commenced to transact business under the fictitious business name or names listed above on N/A. NOTICE- This Fictitious Name Statement expires five years from the date it was filed in the office of the County Clerk. A new Fictitious Business Name Statement must be filed prior to that date. The filing of this statement does not of itself authorize the use in this state of a Fictitious Business Name in violation of the rights of another under Federal, State, or common law (See section 14411 et seq. Business and Professions Code) (282, 1391, 533, 1715)
notice-body: The following person(s) is (are) doing business as: GILIAN LAW 15720 VENTURA BLVD #613 ENCINO, CA 91436. Full name of registrant(s) is (are) GILIAN NEIDITCH 15720 VENTURA BLVD #613 ENCINO, CA 91436. This Business is conducted by: AN INDIVIDUAL. Signed: GILIAN (282, 2137, 533, 2221)
notice-body: The following person(s) JAVIER CALDERON 14625 SATICOY ST #15 VAN NUYS, CA 91405 has/have abandoned the use of the fictitious business name: PREMIER PLUMBING 14625 SATICOY ST #15 VAN NUYS, CA 91405. The fictitious business name referred to above was filed on 08/23/2022, in the county of Los Angeles. The original file number of 2022187045. The business was conducted by: AN INDIVIDUAL. This statement was filed with the County Clerk of Los Angeles on 06/25/2026. The business information in this statement is true and correct. (A registrant who declares as true information which he or she knows to be false, is guilty of a crime.) JAVIER CALDERON/OWNER (282, 1109, 533, 1321)
